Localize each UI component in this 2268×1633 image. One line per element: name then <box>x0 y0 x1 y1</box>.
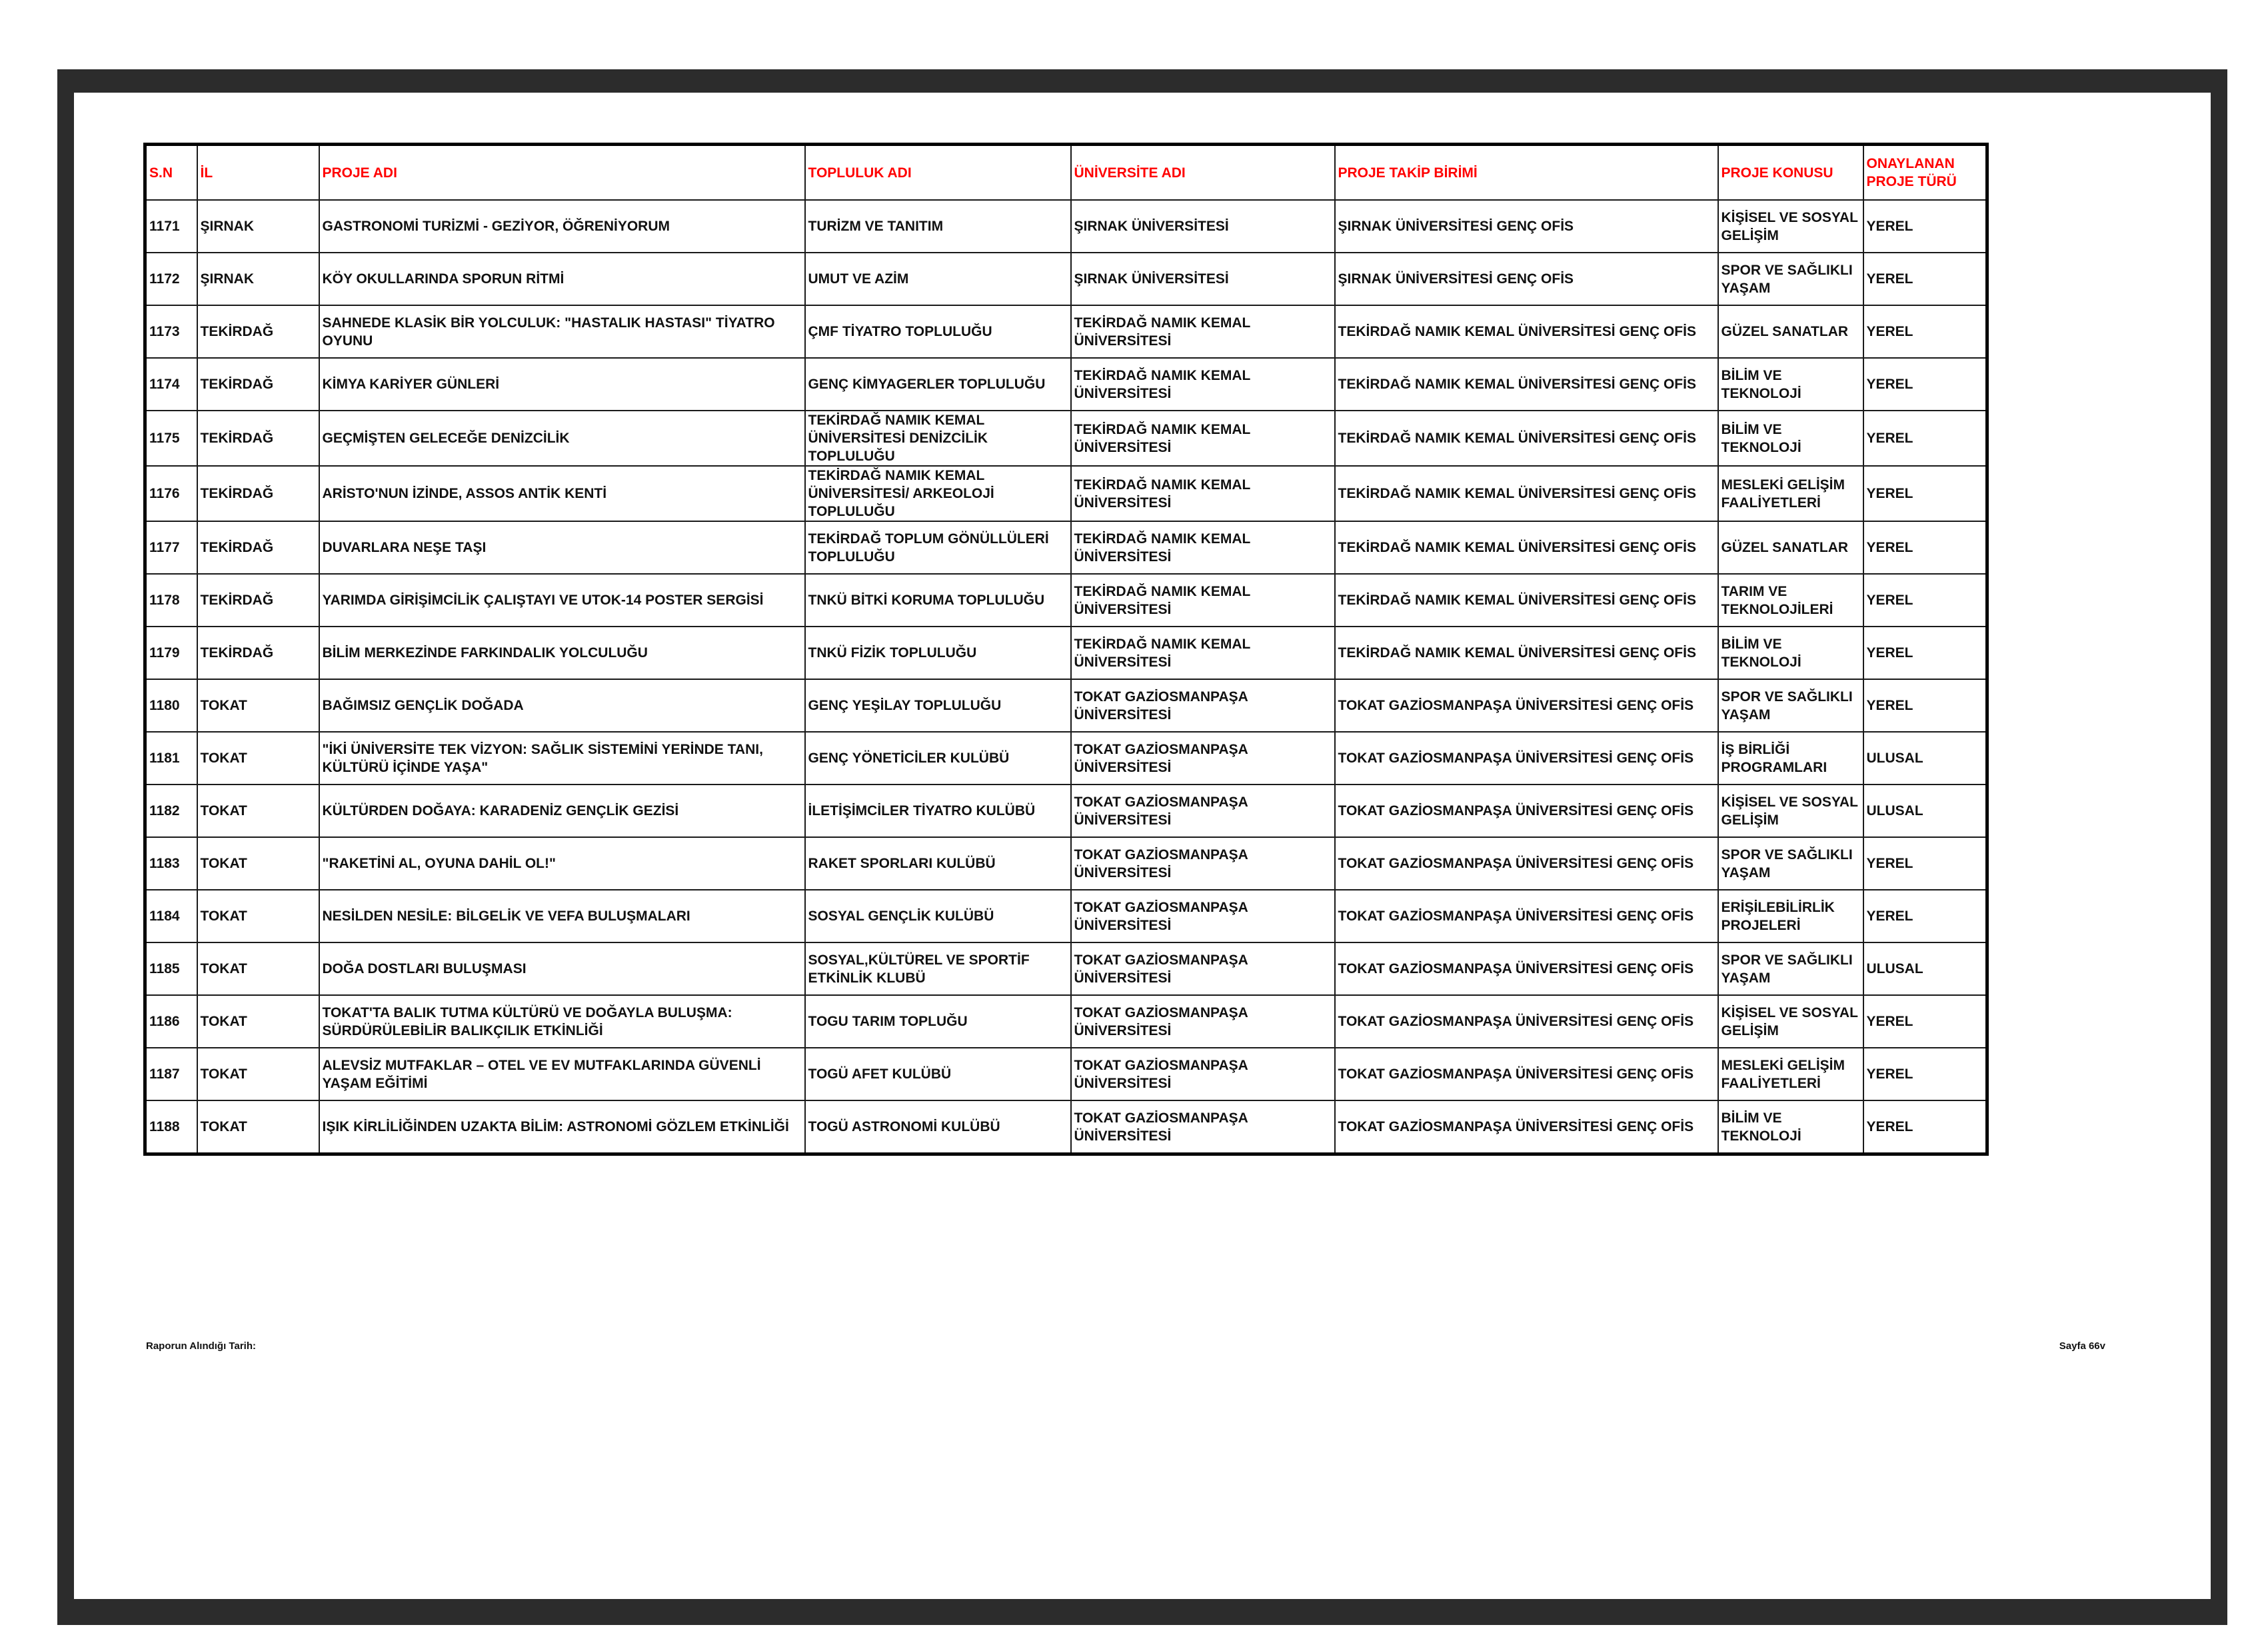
cell-universite-adi: TOKAT GAZİOSMANPAŞA ÜNİVERSİTESİ <box>1071 890 1335 942</box>
cell-topluluk-adi: TNKÜ BİTKİ KORUMA TOPLULUĞU <box>805 574 1071 627</box>
cell-topluluk-adi: ÇMF TİYATRO TOPLULUĞU <box>805 305 1071 358</box>
cell-sn: 1187 <box>145 1048 197 1100</box>
cell-proje-takip-birimi: ŞIRNAK ÜNİVERSİTESİ GENÇ OFİS <box>1335 200 1718 253</box>
cell-proje-turu: ULUSAL <box>1863 785 1987 837</box>
cell-proje-konusu: İŞ BİRLİĞİ PROGRAMLARI <box>1718 732 1863 785</box>
cell-proje-adi: KÜLTÜRDEN DOĞAYA: KARADENİZ GENÇLİK GEZİSİ <box>319 785 805 837</box>
cell-proje-takip-birimi: TOKAT GAZİOSMANPAŞA ÜNİVERSİTESİ GENÇ OFİS <box>1335 679 1718 732</box>
table-row <box>145 732 1987 785</box>
cell-sn: 1181 <box>145 732 197 785</box>
cell-topluluk-adi: UMUT VE AZİM <box>805 253 1071 305</box>
cell-topluluk-adi: SOSYAL GENÇLİK KULÜBÜ <box>805 890 1071 942</box>
cell-proje-adi: BİLİM MERKEZİNDE FARKINDALIK YOLCULUĞU <box>319 627 805 679</box>
cell-proje-turu: YEREL <box>1863 679 1987 732</box>
cell-il: TOKAT <box>197 732 319 785</box>
cell-universite-adi: TOKAT GAZİOSMANPAŞA ÜNİVERSİTESİ <box>1071 679 1335 732</box>
cell-proje-adi: KÖY OKULLARINDA SPORUN RİTMİ <box>319 253 805 305</box>
cell-proje-konusu: KİŞİSEL VE SOSYAL GELİŞİM <box>1718 785 1863 837</box>
cell-proje-turu: YEREL <box>1863 521 1987 574</box>
cell-sn: 1178 <box>145 574 197 627</box>
cell-topluluk-adi: TOGÜ AFET KULÜBÜ <box>805 1048 1071 1100</box>
cell-proje-adi: ALEVSİZ MUTFAKLAR – OTEL VE EV MUTFAKLARINDA GÜVENLİ YAŞAM EĞİTİMİ <box>319 1048 805 1100</box>
cell-proje-turu: ULUSAL <box>1863 942 1987 995</box>
cell-topluluk-adi: TOGÜ ASTRONOMİ KULÜBÜ <box>805 1100 1071 1154</box>
cell-universite-adi: ŞIRNAK ÜNİVERSİTESİ <box>1071 253 1335 305</box>
cell-topluluk-adi: GENÇ YÖNETİCİLER KULÜBÜ <box>805 732 1071 785</box>
cell-proje-konusu: KİŞİSEL VE SOSYAL GELİŞİM <box>1718 995 1863 1048</box>
header-proje-takip-birimi: PROJE TAKİP BİRİMİ <box>1335 145 1718 201</box>
cell-proje-takip-birimi: TOKAT GAZİOSMANPAŞA ÜNİVERSİTESİ GENÇ OFİS <box>1335 837 1718 890</box>
table-row <box>145 200 1987 253</box>
cell-proje-turu: YEREL <box>1863 995 1987 1048</box>
cell-proje-konusu: SPOR VE SAĞLIKLI YAŞAM <box>1718 942 1863 995</box>
table-row <box>145 521 1987 574</box>
cell-proje-takip-birimi: TEKİRDAĞ NAMIK KEMAL ÜNİVERSİTESİ GENÇ OFİS <box>1335 574 1718 627</box>
cell-proje-takip-birimi: TOKAT GAZİOSMANPAŞA ÜNİVERSİTESİ GENÇ OFİS <box>1335 1100 1718 1154</box>
cell-il: TOKAT <box>197 995 319 1048</box>
cell-sn: 1171 <box>145 200 197 253</box>
cell-proje-konusu: SPOR VE SAĞLIKLI YAŞAM <box>1718 253 1863 305</box>
table-row <box>145 890 1987 942</box>
cell-universite-adi: TOKAT GAZİOSMANPAŞA ÜNİVERSİTESİ <box>1071 995 1335 1048</box>
table-row <box>145 785 1987 837</box>
cell-proje-turu: YEREL <box>1863 466 1987 521</box>
cell-universite-adi: TEKİRDAĞ NAMIK KEMAL ÜNİVERSİTESİ <box>1071 574 1335 627</box>
cell-universite-adi: TEKİRDAĞ NAMIK KEMAL ÜNİVERSİTESİ <box>1071 466 1335 521</box>
cell-topluluk-adi: TEKİRDAĞ TOPLUM GÖNÜLLÜLERİ TOPLULUĞU <box>805 521 1071 574</box>
cell-proje-takip-birimi: TOKAT GAZİOSMANPAŞA ÜNİVERSİTESİ GENÇ OFİS <box>1335 732 1718 785</box>
cell-proje-turu: YEREL <box>1863 574 1987 627</box>
cell-il: ŞIRNAK <box>197 253 319 305</box>
cell-proje-adi: "İKİ ÜNİVERSİTE TEK VİZYON: SAĞLIK SİSTEMİNİ YERİNDE TANI, KÜLTÜRÜ İÇİNDE YAŞA" <box>319 732 805 785</box>
cell-topluluk-adi: SOSYAL,KÜLTÜREL VE SPORTİF ETKİNLİK KLUBÜ <box>805 942 1071 995</box>
cell-proje-konusu: BİLİM VE TEKNOLOJİ <box>1718 411 1863 466</box>
cell-proje-adi: SAHNEDE KLASİK BİR YOLCULUK: "HASTALIK HASTASI" TİYATRO OYUNU <box>319 305 805 358</box>
cell-proje-turu: YEREL <box>1863 200 1987 253</box>
cell-proje-adi: NESİLDEN NESİLE: BİLGELİK VE VEFA BULUŞMALARI <box>319 890 805 942</box>
cell-topluluk-adi: RAKET SPORLARI KULÜBÜ <box>805 837 1071 890</box>
cell-proje-adi: GEÇMİŞTEN GELECEĞE DENİZCİLİK <box>319 411 805 466</box>
header-onaylanan-proje-turu: ONAYLANAN PROJE TÜRÜ <box>1863 145 1987 201</box>
header-universite-adi: ÜNİVERSİTE ADI <box>1071 145 1335 201</box>
cell-il: TOKAT <box>197 890 319 942</box>
cell-universite-adi: TEKİRDAĞ NAMIK KEMAL ÜNİVERSİTESİ <box>1071 411 1335 466</box>
cell-proje-konusu: SPOR VE SAĞLIKLI YAŞAM <box>1718 679 1863 732</box>
cell-proje-turu: YEREL <box>1863 305 1987 358</box>
page-number: Sayfa 66v <box>2059 1340 2105 1352</box>
cell-sn: 1175 <box>145 411 197 466</box>
cell-sn: 1173 <box>145 305 197 358</box>
cell-proje-konusu: GÜZEL SANATLAR <box>1718 521 1863 574</box>
cell-proje-takip-birimi: TOKAT GAZİOSMANPAŞA ÜNİVERSİTESİ GENÇ OFİS <box>1335 942 1718 995</box>
cell-proje-turu: YEREL <box>1863 837 1987 890</box>
table-row <box>145 1048 1987 1100</box>
cell-proje-adi: YARIMDA GİRİŞİMCİLİK ÇALIŞTAYI VE UTOK-14 POSTER SERGİSİ <box>319 574 805 627</box>
table-row <box>145 837 1987 890</box>
cell-proje-adi: KİMYA KARİYER GÜNLERİ <box>319 358 805 411</box>
table-row <box>145 305 1987 358</box>
cell-universite-adi: TOKAT GAZİOSMANPAŞA ÜNİVERSİTESİ <box>1071 942 1335 995</box>
cell-il: TOKAT <box>197 942 319 995</box>
cell-topluluk-adi: TOGU TARIM TOPLUĞU <box>805 995 1071 1048</box>
table-row <box>145 411 1987 466</box>
table-row <box>145 679 1987 732</box>
cell-universite-adi: TEKİRDAĞ NAMIK KEMAL ÜNİVERSİTESİ <box>1071 305 1335 358</box>
cell-proje-konusu: ERİŞİLEBİLİRLİK PROJELERİ <box>1718 890 1863 942</box>
cell-sn: 1174 <box>145 358 197 411</box>
cell-il: TEKİRDAĞ <box>197 466 319 521</box>
cell-universite-adi: TOKAT GAZİOSMANPAŞA ÜNİVERSİTESİ <box>1071 1100 1335 1154</box>
cell-proje-takip-birimi: TEKİRDAĞ NAMIK KEMAL ÜNİVERSİTESİ GENÇ OFİS <box>1335 627 1718 679</box>
cell-topluluk-adi: TEKİRDAĞ NAMIK KEMAL ÜNİVERSİTESİ DENİZCİLİK TOPLULUĞU <box>805 411 1071 466</box>
cell-universite-adi: TOKAT GAZİOSMANPAŞA ÜNİVERSİTESİ <box>1071 1048 1335 1100</box>
cell-sn: 1179 <box>145 627 197 679</box>
cell-sn: 1182 <box>145 785 197 837</box>
cell-sn: 1184 <box>145 890 197 942</box>
cell-proje-konusu: BİLİM VE TEKNOLOJİ <box>1718 627 1863 679</box>
cell-il: TEKİRDAĞ <box>197 521 319 574</box>
cell-proje-turu: YEREL <box>1863 1048 1987 1100</box>
cell-il: TOKAT <box>197 837 319 890</box>
project-table <box>143 143 1989 1156</box>
cell-sn: 1172 <box>145 253 197 305</box>
table-row <box>145 466 1987 521</box>
cell-il: TEKİRDAĞ <box>197 411 319 466</box>
cell-il: TEKİRDAĞ <box>197 627 319 679</box>
cell-universite-adi: TOKAT GAZİOSMANPAŞA ÜNİVERSİTESİ <box>1071 785 1335 837</box>
cell-proje-turu: YEREL <box>1863 627 1987 679</box>
table-row <box>145 253 1987 305</box>
cell-proje-takip-birimi: TOKAT GAZİOSMANPAŞA ÜNİVERSİTESİ GENÇ OFİS <box>1335 995 1718 1048</box>
cell-proje-adi: "RAKETİNİ AL, OYUNA DAHİL OL!" <box>319 837 805 890</box>
table-row <box>145 574 1987 627</box>
cell-topluluk-adi: TNKÜ FİZİK TOPLULUĞU <box>805 627 1071 679</box>
cell-proje-adi: TOKAT'TA BALIK TUTMA KÜLTÜRÜ VE DOĞAYLA BULUŞMA: SÜRDÜRÜLEBİLİR BALIKÇILIK ETKİNLİĞİ <box>319 995 805 1048</box>
cell-universite-adi: TEKİRDAĞ NAMIK KEMAL ÜNİVERSİTESİ <box>1071 627 1335 679</box>
cell-universite-adi: ŞIRNAK ÜNİVERSİTESİ <box>1071 200 1335 253</box>
header-il: İL <box>197 145 319 201</box>
cell-universite-adi: TEKİRDAĞ NAMIK KEMAL ÜNİVERSİTESİ <box>1071 521 1335 574</box>
cell-proje-konusu: TARIM VE TEKNOLOJİLERİ <box>1718 574 1863 627</box>
cell-proje-adi: DUVARLARA NEŞE TAŞI <box>319 521 805 574</box>
cell-proje-takip-birimi: TEKİRDAĞ NAMIK KEMAL ÜNİVERSİTESİ GENÇ OFİS <box>1335 466 1718 521</box>
table-row <box>145 1100 1987 1154</box>
header-proje-adi: PROJE ADI <box>319 145 805 201</box>
cell-proje-turu: YEREL <box>1863 411 1987 466</box>
cell-topluluk-adi: TEKİRDAĞ NAMIK KEMAL ÜNİVERSİTESİ/ ARKEOLOJİ TOPLULUĞU <box>805 466 1071 521</box>
cell-proje-takip-birimi: ŞIRNAK ÜNİVERSİTESİ GENÇ OFİS <box>1335 253 1718 305</box>
cell-proje-turu: YEREL <box>1863 358 1987 411</box>
cell-il: TOKAT <box>197 1100 319 1154</box>
table-row <box>145 627 1987 679</box>
header-proje-konusu: PROJE KONUSU <box>1718 145 1863 201</box>
cell-proje-turu: ULUSAL <box>1863 732 1987 785</box>
cell-proje-konusu: GÜZEL SANATLAR <box>1718 305 1863 358</box>
cell-proje-konusu: BİLİM VE TEKNOLOJİ <box>1718 358 1863 411</box>
cell-proje-konusu: BİLİM VE TEKNOLOJİ <box>1718 1100 1863 1154</box>
cell-proje-adi: DOĞA DOSTLARI BULUŞMASI <box>319 942 805 995</box>
cell-proje-takip-birimi: TEKİRDAĞ NAMIK KEMAL ÜNİVERSİTESİ GENÇ OFİS <box>1335 305 1718 358</box>
cell-proje-adi: ARİSTO'NUN İZİNDE, ASSOS ANTİK KENTİ <box>319 466 805 521</box>
cell-proje-konusu: MESLEKİ GELİŞİM FAALİYETLERİ <box>1718 1048 1863 1100</box>
table-row <box>145 942 1987 995</box>
cell-sn: 1183 <box>145 837 197 890</box>
cell-sn: 1176 <box>145 466 197 521</box>
cell-topluluk-adi: TURİZM VE TANITIM <box>805 200 1071 253</box>
cell-proje-konusu: MESLEKİ GELİŞİM FAALİYETLERİ <box>1718 466 1863 521</box>
cell-il: TEKİRDAĞ <box>197 305 319 358</box>
cell-proje-takip-birimi: TEKİRDAĞ NAMIK KEMAL ÜNİVERSİTESİ GENÇ OFİS <box>1335 411 1718 466</box>
cell-proje-takip-birimi: TEKİRDAĞ NAMIK KEMAL ÜNİVERSİTESİ GENÇ OFİS <box>1335 521 1718 574</box>
cell-il: TOKAT <box>197 1048 319 1100</box>
report-date-label: Raporun Alındığı Tarih: <box>146 1340 256 1352</box>
table-row <box>145 358 1987 411</box>
cell-topluluk-adi: İLETİŞİMCİLER TİYATRO KULÜBÜ <box>805 785 1071 837</box>
table-row <box>145 995 1987 1048</box>
cell-proje-konusu: SPOR VE SAĞLIKLI YAŞAM <box>1718 837 1863 890</box>
cell-il: TOKAT <box>197 679 319 732</box>
cell-proje-turu: YEREL <box>1863 890 1987 942</box>
cell-proje-turu: YEREL <box>1863 253 1987 305</box>
cell-il: TOKAT <box>197 785 319 837</box>
cell-proje-adi: IŞIK KİRLİLİĞİNDEN UZAKTA BİLİM: ASTRONOMİ GÖZLEM ETKİNLİĞİ <box>319 1100 805 1154</box>
cell-proje-konusu: KİŞİSEL VE SOSYAL GELİŞİM <box>1718 200 1863 253</box>
cell-proje-adi: BAĞIMSIZ GENÇLİK DOĞADA <box>319 679 805 732</box>
cell-proje-takip-birimi: TOKAT GAZİOSMANPAŞA ÜNİVERSİTESİ GENÇ OFİS <box>1335 785 1718 837</box>
cell-universite-adi: TOKAT GAZİOSMANPAŞA ÜNİVERSİTESİ <box>1071 732 1335 785</box>
header-topluluk-adi: TOPLULUK ADI <box>805 145 1071 201</box>
cell-sn: 1180 <box>145 679 197 732</box>
cell-proje-turu: YEREL <box>1863 1100 1987 1154</box>
cell-il: TEKİRDAĞ <box>197 574 319 627</box>
cell-sn: 1188 <box>145 1100 197 1154</box>
cell-sn: 1177 <box>145 521 197 574</box>
cell-proje-takip-birimi: TEKİRDAĞ NAMIK KEMAL ÜNİVERSİTESİ GENÇ OFİS <box>1335 358 1718 411</box>
cell-topluluk-adi: GENÇ KİMYAGERLER TOPLULUĞU <box>805 358 1071 411</box>
table-body <box>145 200 1987 1154</box>
table-header-row <box>145 145 1987 201</box>
cell-sn: 1185 <box>145 942 197 995</box>
cell-proje-takip-birimi: TOKAT GAZİOSMANPAŞA ÜNİVERSİTESİ GENÇ OFİS <box>1335 1048 1718 1100</box>
cell-universite-adi: TEKİRDAĞ NAMIK KEMAL ÜNİVERSİTESİ <box>1071 358 1335 411</box>
cell-proje-takip-birimi: TOKAT GAZİOSMANPAŞA ÜNİVERSİTESİ GENÇ OFİS <box>1335 890 1718 942</box>
cell-il: ŞIRNAK <box>197 200 319 253</box>
cell-topluluk-adi: GENÇ YEŞİLAY TOPLULUĞU <box>805 679 1071 732</box>
cell-il: TEKİRDAĞ <box>197 358 319 411</box>
cell-proje-adi: GASTRONOMİ TURİZMİ - GEZİYOR, ÖĞRENİYORUM <box>319 200 805 253</box>
header-sn: S.N <box>145 145 197 201</box>
cell-universite-adi: TOKAT GAZİOSMANPAŞA ÜNİVERSİTESİ <box>1071 837 1335 890</box>
cell-sn: 1186 <box>145 995 197 1048</box>
